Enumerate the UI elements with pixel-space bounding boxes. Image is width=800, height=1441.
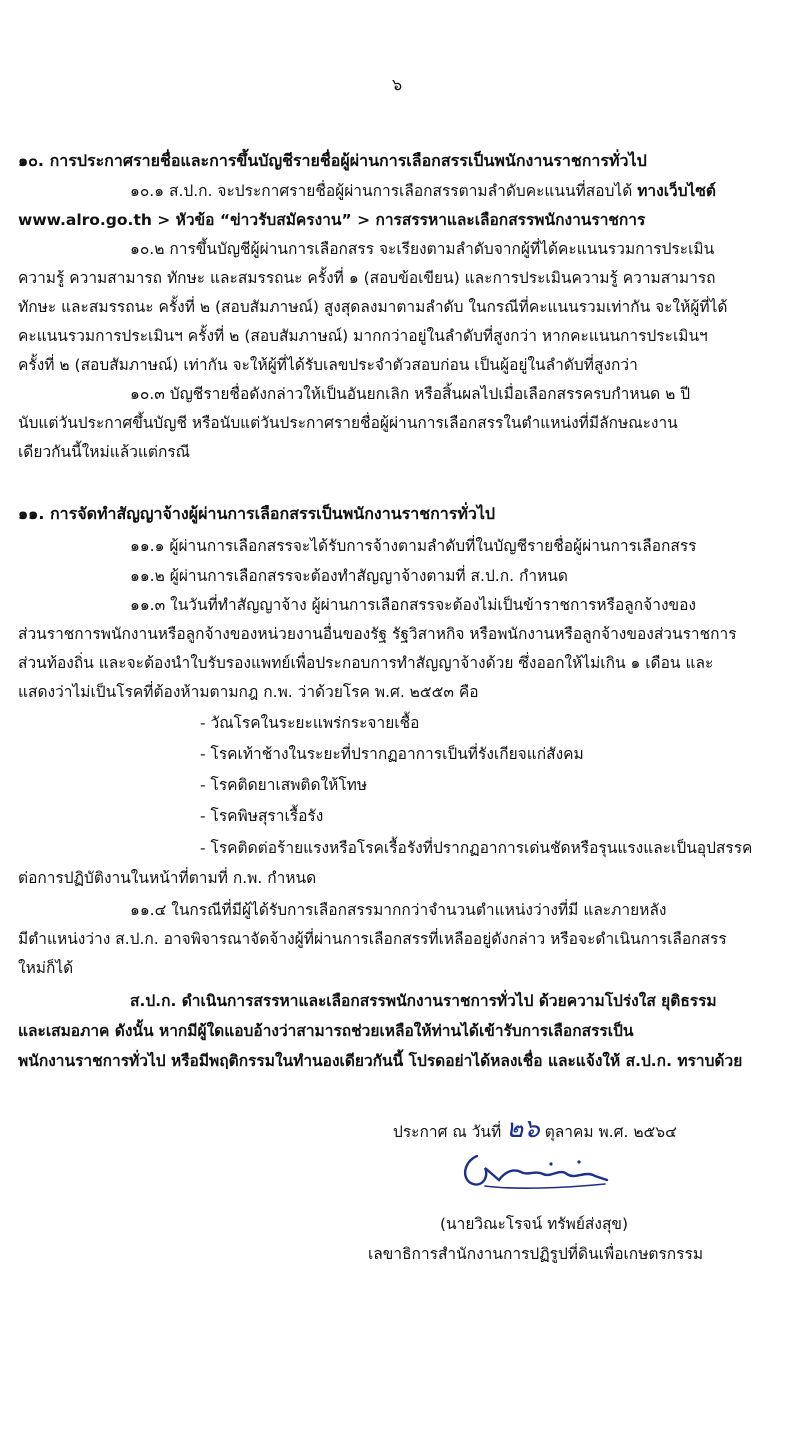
announcement-date bbox=[393, 1114, 677, 1144]
disease-item: - โรคติดยาเสพติดให้โทษ bbox=[200, 776, 368, 794]
signer-name: (นายวิณะโรจน์ ทรัพย์ส่งสุข) bbox=[440, 1215, 629, 1233]
section-10-2-line: คะแนนรวมการประเมินฯ ครั้งที่ ๒ (สอบสัมภาษณ์) มากกว่าอยู่ในลำดับที่สูงกว่า หากคะแนนการประเมินฯ bbox=[18, 327, 708, 345]
page-number: ๖ bbox=[392, 75, 403, 94]
section-10-2-line: ความรู้ ความสามารถ ทักษะ และสมรรถนะ ครั้งที่ ๑ (สอบข้อเขียน) และการประเมินความรู้ ความสามารถ bbox=[18, 269, 716, 287]
section-10-3-line: เดียวกันนี้ใหม่แล้วแต่กรณี bbox=[18, 443, 191, 461]
section-11-heading: ๑๑. การจัดทำสัญญาจ้างผู้ผ่านการเลือกสรรเป็นพนักงานราชการทั่วไป bbox=[18, 504, 496, 523]
section-11-1-line: ๑๑.๑ ผู้ผ่านการเลือกสรรจะได้รับการจ้างตามลำดับที่ในบัญชีรายชื่อผู้ผ่านการเลือกสรร bbox=[130, 537, 697, 555]
section-11-4-line: มีตำแหน่งว่าง ส.ป.ก. อาจพิจารณาจัดจ้างผู้ที่ผ่านการเลือกสรรที่เหลืออยู่ดังกล่าว หรือจะดำเนินการเลือกสรร bbox=[18, 930, 727, 948]
section-10-1-bold: ทางเว็บไซต์ bbox=[637, 182, 716, 200]
section-10-3-line: ๑๐.๓ บัญชีรายชื่อดังกล่าวให้เป็นอันยกเลิก หรือสิ้นผลไปเมื่อเลือกสรรครบกำหนด ๒ ปี bbox=[130, 385, 691, 403]
section-11-3-line: ส่วนราชการพนักงานหรือลูกจ้างของหน่วยงานอื่นของรัฐ รัฐวิสาหกิจ หรือพนักงานหรือลูกจ้างของส่วนราชการ bbox=[18, 625, 737, 643]
section-11-2-line: ๑๑.๒ ผู้ผ่านการเลือกสรรจะต้องทำสัญญาจ้างตามที่ ส.ป.ก. กำหนด bbox=[130, 567, 568, 585]
section-10-2-line: ๑๐.๒ การขึ้นบัญชีผู้ผ่านการเลือกสรร จะเรียงตามลำดับจากผู้ที่ได้คะแนนรวมการประเมิน bbox=[130, 240, 715, 258]
disease-item: - โรคเท้าช้างในระยะที่ปรากฏอาการเป็นที่รังเกียจแก่สังคม bbox=[200, 745, 584, 763]
announce-prefix: ประกาศ ณ วันที่ bbox=[393, 1123, 502, 1141]
section-11-4-line: ใหม่ก็ได้ bbox=[18, 959, 74, 977]
section-11-4-line: ๑๑.๔ ในกรณีที่มีผู้ได้รับการเลือกสรรมากกว่าจำนวนตำแหน่งว่างที่มี และภายหลัง bbox=[130, 901, 667, 919]
section-10-heading: ๑๐. การประกาศรายชื่อและการขึ้นบัญชีรายชื่อผู้ผ่านการเลือกสรรเป็นพนักงานราชการทั่วไป bbox=[18, 151, 647, 170]
notice-line: และเสมอภาค ดังนั้น หากมีผู้ใดแอบอ้างว่าสามารถช่วยเหลือให้ท่านได้เข้ารับการเลือกสรรเป็น bbox=[18, 1022, 634, 1040]
disease-item: - โรคติดต่อร้ายแรงหรือโรคเรื้อรังที่ปรากฏอาการเด่นชัดหรือรุนแรงและเป็นอุปสรรค bbox=[200, 839, 753, 857]
section-10-1-text: ๑๐.๑ ส.ป.ก. จะประกาศรายชื่อผู้ผ่านการเลือกสรรตามลำดับคะแนนที่สอบได้ bbox=[130, 182, 638, 200]
section-10-2-line: ครั้งที่ ๒ (สอบสัมภาษณ์) เท่ากัน จะให้ผู้ที่ได้รับเลขประจำตัวสอบก่อน เป็นผู้อยู่ในลำดับที่สูงกว่า bbox=[18, 356, 638, 374]
section-11-3-line: แสดงว่าไม่เป็นโรคที่ต้องห้ามตามกฎ ก.พ. ว่าด้วยโรค พ.ศ. ๒๕๕๓ คือ bbox=[18, 683, 479, 701]
section-11-3-line: ส่วนท้องถิ่น และจะต้องนำใบรับรองแพทย์เพื่อประกอบการทำสัญญาจ้างด้วย ซึ่งออกให้ไม่เกิน ๑ เดือน และ bbox=[18, 654, 714, 672]
handwritten-day: ๒๖ bbox=[506, 1114, 540, 1144]
section-10-1-line2: www.alro.go.th > หัวข้อ “ข่าวรับสมัครงาน” > การสรรหาและเลือกสรรพนักงานราชการ bbox=[18, 211, 646, 229]
disease-item: - วัณโรคในระยะแพร่กระจายเชื้อ bbox=[200, 714, 420, 732]
notice-line: ส.ป.ก. ดำเนินการสรรหาและเลือกสรรพนักงานราชการทั่วไป ด้วยความโปร่งใส ยุติธรรม bbox=[130, 992, 717, 1010]
notice-line: พนักงานราชการทั่วไป หรือมีพฤติกรรมในทำนองเดียวกันนี้ โปรดอย่าได้หลงเชื่อ และแจ้งให้ ส.ป.ก. ทราบด้วย bbox=[18, 1052, 743, 1070]
signature-image bbox=[455, 1150, 615, 1192]
disease-item: - โรคพิษสุราเรื้อรัง bbox=[200, 807, 324, 825]
section-11-3-line: ๑๑.๓ ในวันที่ทำสัญญาจ้าง ผู้ผ่านการเลือกสรรจะต้องไม่เป็นข้าราชการหรือลูกจ้างของ bbox=[130, 596, 696, 614]
disease-item-cont: ต่อการปฏิบัติงานในหน้าที่ตามที่ ก.พ. กำหนด bbox=[18, 869, 317, 887]
section-10-1-line1 bbox=[130, 180, 716, 202]
section-10-3-line: นับแต่วันประกาศขึ้นบัญชี หรือนับแต่วันประกาศรายชื่อผู้ผ่านการเลือกสรรในตำแหน่งที่มีลักษณะงาน bbox=[18, 414, 678, 432]
section-10-2-line: ทักษะ และสมรรถนะ ครั้งที่ ๒ (สอบสัมภาษณ์) สูงสุดลงมาตามลำดับ ในกรณีที่คะแนนรวมเท่ากัน จะให้ผู้ที่ได้ bbox=[18, 298, 728, 316]
announce-month-year: ตุลาคม พ.ศ. ๒๕๖๔ bbox=[544, 1123, 677, 1141]
signer-position: เลขาธิการสำนักงานการปฏิรูปที่ดินเพื่อเกษตรกรรม bbox=[368, 1245, 704, 1263]
